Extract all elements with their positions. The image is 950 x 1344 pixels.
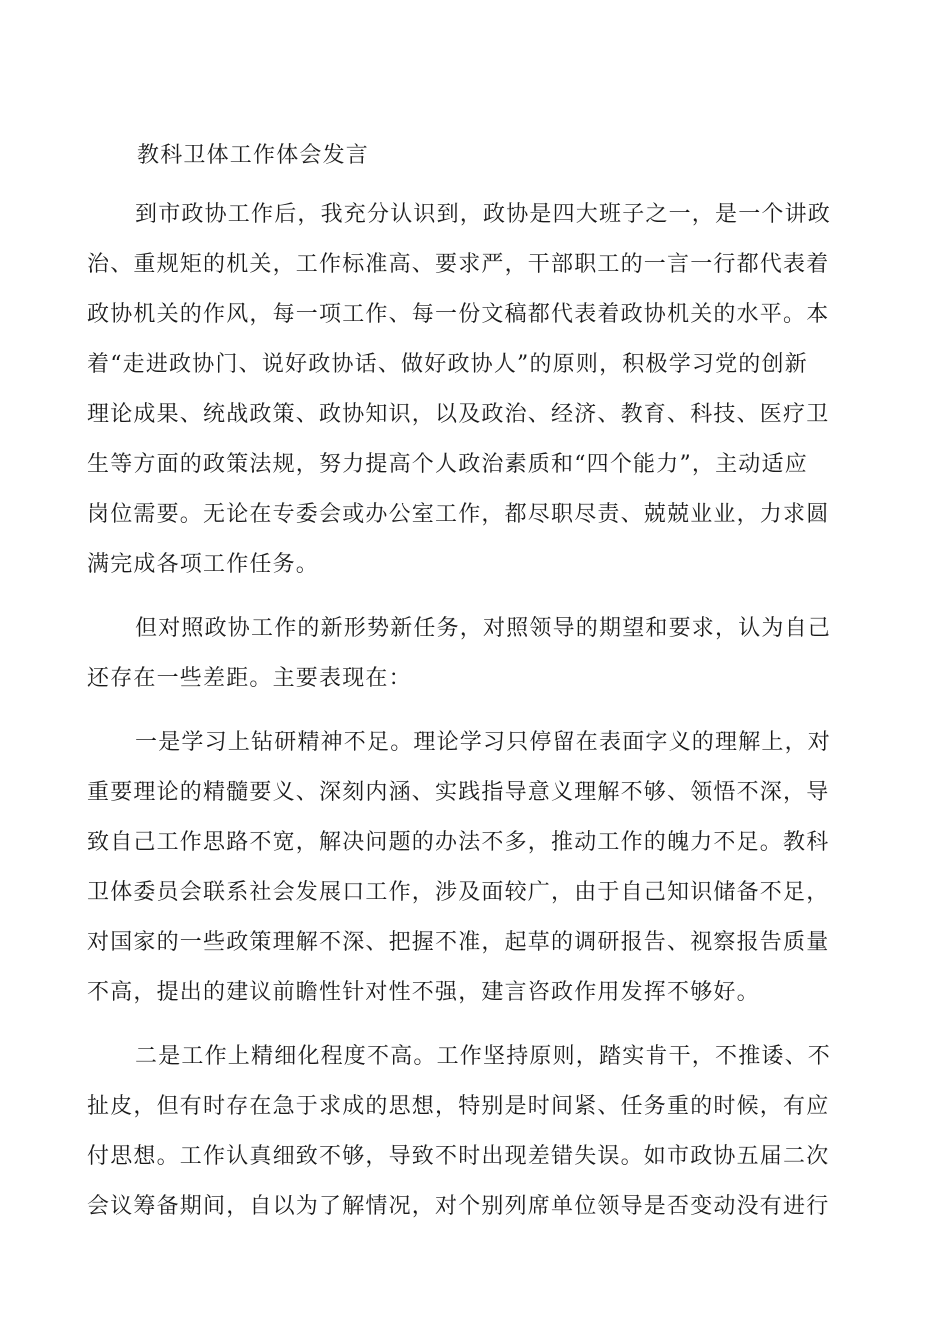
paragraph-line: 扯皮，但有时存在急于求成的思想，特别是时间紧、任务重的时候，有应 (87, 1094, 830, 1119)
paragraph-line: 治、重规矩的机关，工作标准高、要求严，干部职工的一言一行都代表着 (87, 252, 830, 277)
paragraph-line: 但对照政协工作的新形势新任务，对照领导的期望和要求，认为自己 (135, 616, 832, 641)
paragraph-line: 付思想。工作认真细致不够，导致不时出现差错失误。如市政协五届二次 (87, 1144, 830, 1169)
paragraph-3 (87, 718, 863, 1018)
paragraph-line: 对国家的一些政策理解不深、把握不准，起草的调研报告、视察报告质量 (87, 930, 830, 955)
paragraph-line: 重要理论的精髓要义、深刻内涵、实践指导意义理解不够、领悟不深，导 (87, 780, 830, 805)
paragraph-line: 着“走进政协门、说好政协话、做好政协人”的原则，积极学习党的创新 (87, 352, 808, 377)
paragraph-4 (87, 1032, 863, 1232)
paragraph-spacing (87, 704, 863, 718)
paragraph-spacing (87, 1018, 863, 1032)
paragraph-line: 生等方面的政策法规，努力提高个人政治素质和“四个能力”，主动适应 (87, 452, 808, 477)
paragraph-line: 岗位需要。无论在专委会或办公室工作，都尽职尽责、兢兢业业，力求圆 (87, 502, 830, 527)
paragraph-line: 理论成果、统战政策、政协知识，以及政治、经济、教育、科技、医疗卫 (87, 402, 830, 427)
paragraph-line: 满完成各项工作任务。 (87, 552, 320, 577)
paragraph-spacing (87, 590, 863, 604)
paragraph-line: 二是工作上精细化程度不高。工作坚持原则，踏实肯干，不推诿、不 (135, 1044, 832, 1069)
document-body (87, 136, 863, 1232)
paragraph-line: 会议筹备期间，自以为了解情况，对个别列席单位领导是否变动没有进行 (87, 1194, 830, 1219)
paragraph-line: 致自己工作思路不宽，解决问题的办法不多，推动工作的魄力不足。教科 (87, 830, 830, 855)
document-title: 教科卫体工作体会发言 (137, 143, 370, 168)
title-spacing (87, 176, 863, 190)
paragraph-line: 到市政协工作后，我充分认识到，政协是四大班子之一，是一个讲政 (135, 202, 832, 227)
paragraph-line: 不高，提出的建议前瞻性针对性不强，建言咨政作用发挥不够好。 (87, 980, 760, 1005)
paragraph-1 (87, 190, 863, 590)
paragraph-2 (87, 604, 863, 704)
paragraph-line: 一是学习上钻研精神不足。理论学习只停留在表面字义的理解上，对 (135, 730, 832, 755)
paragraph-line: 还存在一些差距。主要表现在： (87, 666, 412, 691)
paragraph-line: 政协机关的作风，每一项工作、每一份文稿都代表着政协机关的水平。本 (87, 302, 830, 327)
paragraph-line: 卫体委员会联系社会发展口工作，涉及面较广，由于自己知识储备不足， (87, 880, 830, 905)
